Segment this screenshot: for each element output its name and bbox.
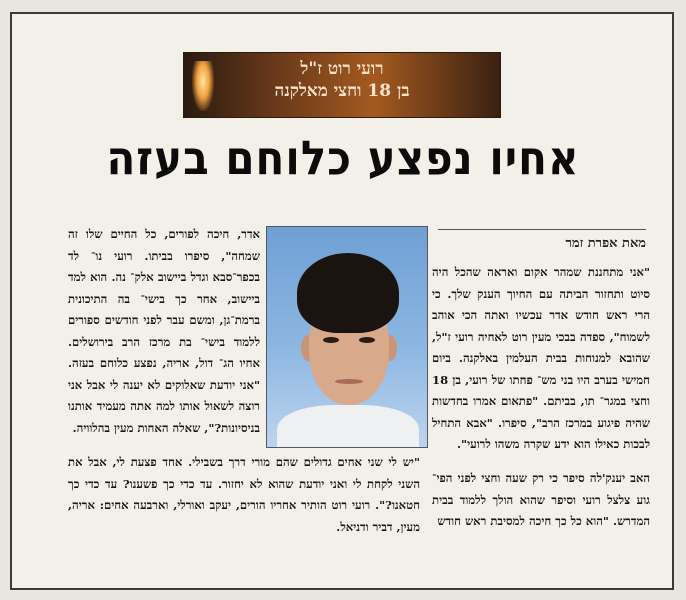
photo-shirt	[277, 405, 419, 448]
photo-eye	[323, 337, 339, 343]
photo-hair	[297, 253, 399, 333]
article-column-left	[68, 224, 260, 454]
left-column-text: אדר, חיכה לפורים, כל החיים שלו זה שמחה", סיפרו בביתו. רועי נו־ לד בכפר־סבא וגדל ביישוב אלק־ נה. הוא למד ביישוב, אחר כך בישי־ בה התיכונית ברמת־גן, ומשם עבר לפני חודשים ספורים ללמוד בישי־ בת מרכז הרב בירושלים. אחיו הג־ דול, אריה, נפצע כלוחם בעזה. "אני יודעת שאלוקים לא יענה לי אבל אני רוצה לשאול אותו למה אתה מעמיד אותנו בניסיונות?", שאלה האחות מעין בהלוויה.	[68, 227, 260, 435]
article-column-bottom-left	[68, 452, 420, 582]
byline-divider	[438, 229, 646, 230]
memorial-banner	[183, 52, 501, 118]
banner-age: בן 18 וחצי מאלקנה	[274, 81, 410, 101]
article-column-right	[432, 262, 650, 462]
right-column-text: "אני מתחננת שמהר אקום ואראה שהכל היה סיוט ותחזור הביתה עם החיוך הענק שלך. כי הרי ראש חודש אדר עכשיו ואתה הכי אוהב לשמוח", ספדה בבכי מעין רוט לאחיה רועי ז"ל, שהובא למנוחות בבית העלמין באלקנה. ביום חמישי בערב היו בני מש־ פחתו של רועי, בן 18 וחצי במגר־ תו, בביתם. "פתאום אמרו בחדשות שהיה פיגוע במרכז הרב", סיפרו. "אבא התחיל לבכות כאילו הוא ידע שקרה משהו לרועי".	[432, 265, 650, 451]
photo-eye	[359, 337, 375, 343]
byline: מאת אפרת זמר	[565, 236, 646, 251]
bottom-left-text: "יש לי שני אחים גדולים שהם מורי דרך בשבילי. אחד פצעת לי, אבל את השני לקחת לי ואני יודעת שהוא לא יחזור. עד כדי כך פשענו? עד כדי כך חטאנו?". רועי רוט הותיר אחריו הורים, יעקב ואורלי, וארבעה אחים: אריה, מעין, דביר ודניאל.	[68, 455, 420, 534]
banner-name: רועי רוט ז"ל	[300, 59, 384, 79]
article-headline: אחיו נפצע כלוחם בעזה	[106, 130, 580, 186]
photo-mouth	[335, 379, 363, 384]
portrait-photo	[266, 226, 428, 448]
article-column-bottom-right	[432, 468, 650, 578]
candle-flame-icon	[192, 61, 214, 111]
bottom-right-text: האב יענק'לה סיפר כי רק שעה וחצי לפני הפי־ גוע צלצל רועי וסיפר שהוא הולך ללמוד בבית המדרש. "הוא כל כך חיכה למסיבת ראש חודש	[432, 471, 650, 528]
